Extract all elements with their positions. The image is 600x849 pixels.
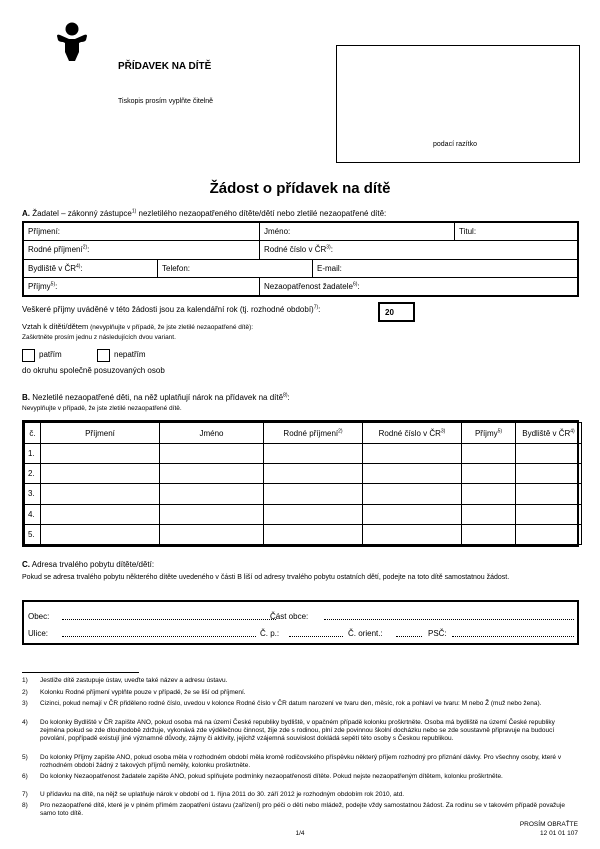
email-field[interactable]: E-mail: [312, 260, 577, 277]
row-number: 3. [25, 484, 41, 504]
income-period-text: Veškeré příjmy uváděné v této žádosti jsou za kalendářní rok (tj. rozhodné období)$^{7)}$: [22, 304, 321, 314]
form-code: 12 01 01 107 [540, 830, 578, 837]
section-b-note: Nevyplňujte v případě, že jste zletilé nezaopatřené dítě. [22, 405, 182, 412]
zip-field[interactable] [452, 629, 574, 637]
birth-surname-field[interactable]: Rodné příjmení$^{2)}$: [28, 244, 90, 254]
residence-field[interactable]: Bydliště v ČR$^{4)}$: [28, 263, 83, 273]
belongs-label: patřím [39, 350, 62, 359]
title-field[interactable]: Titul: [454, 223, 577, 240]
income-field[interactable]: Příjmy$^{5)}$: [28, 281, 58, 291]
relation-footer: do okruhu společně posuzovaných osob [22, 366, 165, 375]
district-label: Část obce: [270, 612, 309, 621]
relation-label: Vztah k dítěti/dětem (nevyplňujte v případě, že jste zletilé nezaopatřené dítě): [22, 322, 254, 331]
row-number: 2. [25, 464, 41, 484]
col-header: Příjmy$^{5)}$ [462, 423, 516, 444]
person-logo-icon [55, 22, 89, 62]
page-title: Žádost o přídavek na dítě [209, 180, 391, 197]
row-number: 1. [25, 444, 41, 464]
table-row[interactable] [25, 524, 582, 544]
col-header: Rodné příjmení$^{2)}$ [264, 423, 363, 444]
house-no-field[interactable] [289, 629, 343, 637]
row-number: 5. [25, 524, 41, 544]
table-row[interactable] [25, 444, 582, 464]
birth-number-field[interactable]: Rodné číslo v ČR$^{3)}$: [259, 241, 577, 259]
page-number: 1/4 [295, 830, 305, 837]
table-row[interactable] [25, 464, 582, 484]
street-label: Ulice: [28, 629, 49, 638]
footnote-divider [22, 672, 139, 673]
col-header: Jméno [160, 423, 264, 444]
table-row[interactable] [25, 504, 582, 524]
not-belongs-label: nepatřím [114, 350, 146, 359]
applicant-fields [22, 221, 579, 297]
section-b-heading: B. Nezletilé nezaopatřené děti, na něž uplatňují nárok na přídavek na dítě$^{8)}$: [22, 392, 290, 402]
table-header-row [25, 423, 582, 444]
municipality-field[interactable] [62, 612, 276, 620]
municipality-label: Obec: [28, 612, 50, 621]
first-name-field[interactable]: Jméno: [259, 223, 454, 240]
zip-label: PSČ: [428, 629, 447, 638]
belongs-checkbox[interactable] [22, 349, 35, 362]
dependency-field[interactable]: Nezaopatřenost žadatele$^{6)}$: [259, 278, 577, 295]
income-year-field[interactable]: 20 [378, 302, 415, 322]
col-header: č. [25, 423, 41, 444]
relation-instruction: Zaškrtněte prosím jednu z následujících dvou variant. [22, 334, 176, 341]
turn-over-note: PROSÍM OBRAŤTE [519, 821, 578, 828]
address-fields [22, 600, 579, 645]
col-header: Bydliště v ČR$^{4)}$ [516, 423, 582, 444]
form-title: PŘÍDAVEK NA DÍTĚ [118, 61, 212, 72]
fill-instruction: Tiskopis prosím vyplňte čitelně [118, 98, 214, 105]
surname-field[interactable]: Příjmení: [28, 227, 61, 236]
not-belongs-checkbox[interactable] [97, 349, 110, 362]
orient-no-field[interactable] [396, 629, 422, 637]
district-field[interactable] [324, 612, 574, 620]
col-header: Příjmení [41, 423, 160, 444]
phone-field[interactable]: Telefon: [157, 260, 312, 277]
section-a-heading: A. Žadatel – zákonný zástupce$^{1)}$ nezletilého nezaopatřeného dítěte/dětí nebo zletilé nezaopatřené dítě: [22, 208, 387, 218]
table-row[interactable] [25, 484, 582, 504]
street-field[interactable] [62, 629, 256, 637]
stamp-box [336, 45, 580, 163]
section-c-heading: C. Adresa trvalého pobytu dítěte/dětí: [22, 560, 155, 569]
col-header: Rodné číslo v ČR$^{3)}$ [363, 423, 462, 444]
house-no-label: Č. p.: [260, 629, 280, 638]
row-number: 4. [25, 504, 41, 524]
children-table [22, 420, 579, 547]
orient-no-label: Č. orient.: [348, 629, 383, 638]
stamp-label: podací razítko [433, 141, 477, 148]
section-c-note: Pokud se adresa trvalého pobytu některého dítěte uvedeného v části B liší od adresy trvalého pobytu ostatních dětí, podejte na toto dítě samostatnou žádost. [22, 574, 510, 581]
